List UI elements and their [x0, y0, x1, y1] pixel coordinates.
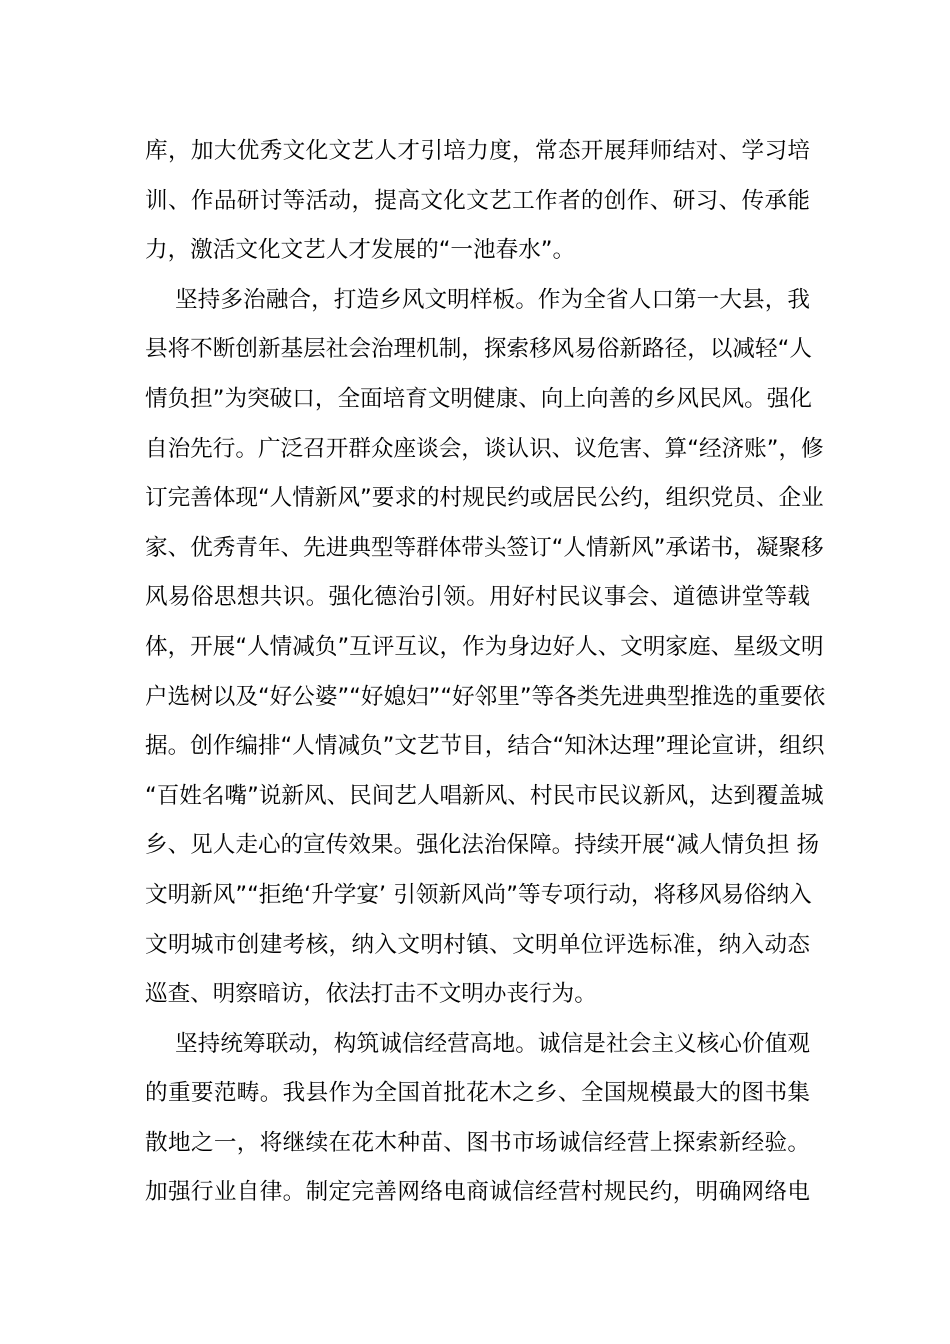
- text-line: 加强行业自律。制定完善网络电商诚信经营村规民约，明确网络电: [145, 1179, 810, 1206]
- text-line: 文明城市创建考核，纳入文明村镇、文明单位评选标准，纳入动态: [145, 931, 810, 958]
- text-line: 户选树以及“好公婆”“好媳妇”“好邻里”等各类先进典型推选的重要依: [145, 683, 826, 710]
- text-line: 据。创作编排“人情减负”文艺节目，结合“知沐达理”理论宣讲，组织: [145, 733, 825, 760]
- document-body: [145, 127, 826, 1218]
- text-line: 自治先行。广泛召开群众座谈会，谈认识、议危害、算“经济账”，修: [145, 435, 824, 462]
- text-line: 训、作品研讨等活动，提高文化文艺工作者的创作、研习、传承能: [145, 187, 810, 214]
- text-line: “百姓名嘴”说新风、民间艺人唱新风、村民市民议新风，达到覆盖城: [145, 782, 824, 809]
- text-line: 库，加大优秀文化文艺人才引培力度，常态开展拜师结对、学习培: [145, 138, 810, 164]
- paragraph-first-line: 坚持多治融合，打造乡风文明样板。作为全省人口第一大县，我: [175, 286, 810, 313]
- text-line: 力，激活文化文艺人才发展的“一池春水”。: [145, 237, 576, 264]
- text-line: 散地之一，将继续在花木种苗、图书市场诚信经营上探索新经验。: [145, 1129, 810, 1156]
- text-line: 体，开展“人情减负”互评互议，作为身边好人、文明家庭、星级文明: [145, 633, 824, 660]
- text-line: 巡查、明察暗访，依法打击不文明办丧行为。: [145, 981, 597, 1008]
- text-line: 订完善体现“人情新风”要求的村规民约或居民公约，组织党员、企业: [145, 485, 824, 512]
- text-line: 县将不断创新基层社会治理机制，探索移风易俗新路径，以减轻“人: [145, 336, 812, 363]
- text-line: 风易俗思想共识。强化德治引领。用好村民议事会、道德讲堂等载: [145, 584, 810, 611]
- text-line: 情负担”为突破口，全面培育文明健康、向上向善的乡风民风。强化: [145, 385, 812, 412]
- paragraph-first-line: 坚持统筹联动，构筑诚信经营高地。诚信是社会主义核心价值观: [175, 1030, 810, 1057]
- text-line: 家、优秀青年、先进典型等群体带头签订“人情新风”承诺书，凝聚移: [145, 534, 824, 561]
- text-line: 的重要范畴。我县作为全国首批花木之乡、全国规模最大的图书集: [145, 1080, 810, 1107]
- text-line: 乡、见人走心的宣传效果。强化法治保障。持续开展“减人情负担 扬: [145, 832, 820, 859]
- text-line: 文明新风”“拒绝‘升学宴’ 引领新风尚”等专项行动，将移风易俗纳入: [145, 881, 812, 908]
